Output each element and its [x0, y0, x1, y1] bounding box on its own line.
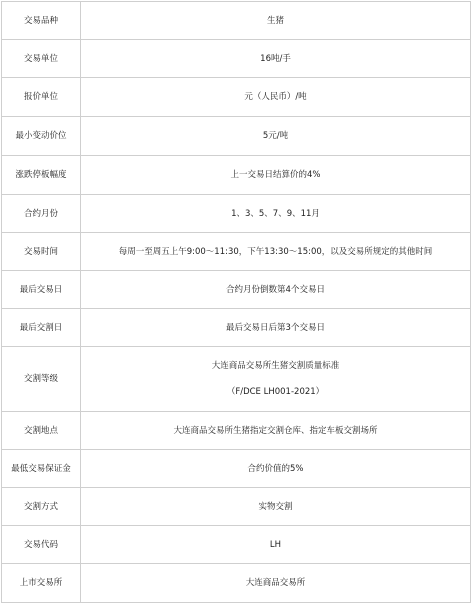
spec-value: 大连商品交易所 — [81, 564, 471, 603]
spec-value: 元（人民币）/吨 — [81, 78, 471, 117]
spec-label: 报价单位 — [2, 78, 81, 117]
spec-row-last-trading-day — [2, 271, 471, 309]
spec-label: 涨跌停板幅度 — [2, 156, 81, 195]
spec-row-ticker — [2, 526, 471, 564]
spec-row-min-tick — [2, 117, 471, 156]
spec-row-trading-hours — [2, 233, 471, 271]
spec-label: 交易品种 — [2, 2, 81, 40]
delivery-grade-line-1: 大连商品交易所生猪交割质量标准 — [211, 361, 340, 371]
spec-row-exchange — [2, 564, 471, 603]
spec-label: 交易代码 — [2, 526, 81, 564]
spec-value: 16吨/手 — [81, 40, 471, 78]
spec-row-variety — [2, 2, 471, 40]
spec-value: 合约价值的5% — [81, 450, 471, 488]
spec-value: 实物交割 — [81, 488, 471, 526]
spec-row-contract-months — [2, 195, 471, 233]
spec-row-quote-unit — [2, 78, 471, 117]
spec-label: 最低交易保证金 — [2, 450, 81, 488]
spec-value: 最后交易日后第3个交易日 — [81, 309, 471, 347]
spec-value: 生猪 — [81, 2, 471, 40]
spec-row-delivery-grade — [2, 347, 471, 412]
spec-value: 合约月份倒数第4个交易日 — [81, 271, 471, 309]
contract-spec-table — [1, 1, 471, 603]
spec-label: 交易时间 — [2, 233, 81, 271]
spec-label: 合约月份 — [2, 195, 81, 233]
spec-row-delivery-location — [2, 412, 471, 450]
spec-label: 上市交易所 — [2, 564, 81, 603]
spec-value: LH — [81, 526, 471, 564]
spec-label: 最小变动价位 — [2, 117, 81, 156]
spec-label: 交割方式 — [2, 488, 81, 526]
spec-label: 交易单位 — [2, 40, 81, 78]
spec-label: 最后交易日 — [2, 271, 81, 309]
spec-label: 最后交割日 — [2, 309, 81, 347]
spec-value: 上一交易日结算价的4% — [81, 156, 471, 195]
spec-value — [81, 347, 471, 412]
spec-value: 1、3、5、7、9、11月 — [81, 195, 471, 233]
spec-row-min-margin — [2, 450, 471, 488]
spec-row-last-delivery-day — [2, 309, 471, 347]
spec-row-price-limit — [2, 156, 471, 195]
spec-value: 每周一至周五上午9:00～11:30，下午13:30～15:00，以及交易所规定的其他时间 — [81, 233, 471, 271]
spec-label: 交割等级 — [2, 347, 81, 412]
spec-row-trading-unit — [2, 40, 471, 78]
spec-value: 大连商品交易所生猪指定交割仓库、指定车板交割场所 — [81, 412, 471, 450]
spec-label: 交割地点 — [2, 412, 81, 450]
delivery-grade-line-2: （F/DCE LH001-2021） — [226, 387, 325, 397]
spec-row-delivery-method — [2, 488, 471, 526]
spec-value: 5元/吨 — [81, 117, 471, 156]
